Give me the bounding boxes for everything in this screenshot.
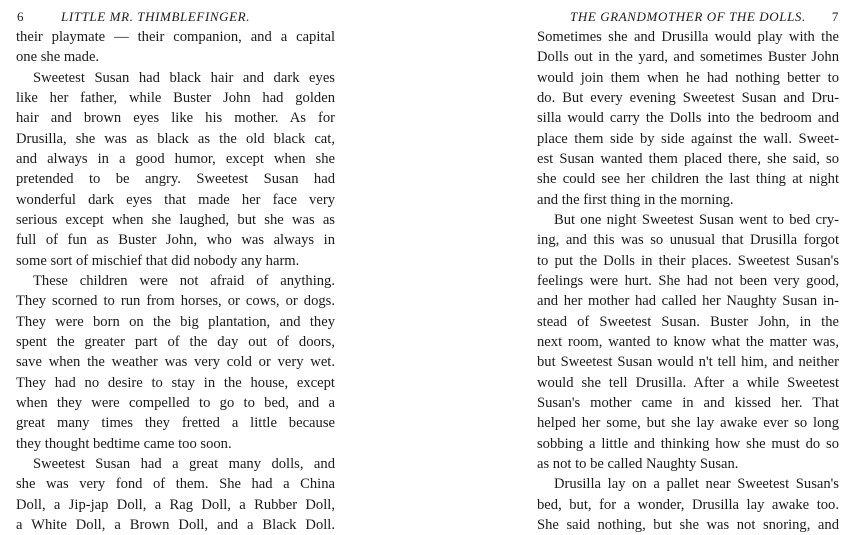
- text-line: she could see her children the last thing at night: [537, 171, 839, 188]
- text-line: Drusilla, she was as black as the old black cat,: [16, 130, 335, 147]
- text-line: Susan's mother came in and kissed her. That: [537, 394, 839, 411]
- text-line: ing, and this was so unusual that Drusilla forgot: [537, 232, 839, 249]
- text-line: wonderful dark eyes that made her face very: [16, 191, 335, 208]
- text-line: They scorned to run from horses, or cows, or dogs.: [16, 293, 335, 310]
- text-line: Doll, a Jip-jap Doll, a Rag Doll, a Rubber Doll,: [16, 496, 335, 513]
- text-line: Sweetest Susan had black hair and dark eyes: [33, 69, 335, 86]
- text-line: She said nothing, but she was not snoring, and: [537, 516, 839, 533]
- text-line: They had no desire to stay in the house, except: [16, 374, 335, 391]
- text-line: do. But every evening Sweetest Susan and Dru-: [537, 89, 839, 106]
- right-running-head-title: THE GRANDMOTHER OF THE DOLLS.: [570, 9, 806, 24]
- text-line: as not to be called Naughty Susan.: [537, 455, 739, 472]
- text-line: would she tell Drusilla. After a while Sweetest: [537, 374, 839, 391]
- text-line: next room, wanted to know what the matter was,: [537, 333, 839, 350]
- text-line: They were born on the big plantation, and they: [16, 313, 335, 330]
- text-line: feelings were hurt. She had not been very good,: [537, 272, 839, 289]
- text-line: and the first thing in the morning.: [537, 191, 734, 208]
- text-line: she was very fond of them. She had a China: [16, 476, 335, 493]
- text-line: place them side by side against the wall. Sweet-: [537, 130, 839, 147]
- left-page: [16, 0, 335, 533]
- text-line: sobbing a little and thinking how she must do so: [537, 435, 839, 452]
- text-line: great many times they fretted a little because: [16, 415, 335, 432]
- text-line: they thought bedtime came too soon.: [16, 435, 232, 452]
- text-line: like her father, while Buster John had golden: [16, 89, 335, 106]
- right-page-number: 7: [831, 9, 839, 24]
- text-line: Sweetest Susan had a great many dolls, and: [33, 455, 335, 472]
- text-line: spent the greater part of the day out of doors,: [16, 333, 335, 350]
- text-line: Dolls out in the yard, and sometimes Buster John: [537, 49, 839, 66]
- text-line: but Sweetest Susan would n't tell him, and neither: [537, 354, 839, 371]
- text-line: their playmate — their companion, and a capital: [16, 29, 335, 45]
- text-line: est Susan wanted them placed there, she said, so: [537, 150, 839, 167]
- left-page-body: [16, 27, 335, 535]
- text-line: one she made.: [16, 49, 100, 66]
- left-running-header: [16, 7, 335, 27]
- text-line: stead of Sweetest Susan. Buster John, in the: [537, 313, 839, 330]
- text-line: Sometimes she and Drusilla would play with the: [537, 29, 839, 45]
- text-line: hair and brown eyes like his mother. As for: [16, 110, 335, 127]
- text-line: to put the Dolls in their places. Sweetest Susan's: [537, 252, 839, 269]
- left-running-head-title: LITTLE MR. THIMBLEFINGER.: [61, 9, 251, 24]
- text-line: when they were compelled to go to bed, and a: [16, 394, 335, 411]
- text-line: would join them when he had nothing better to: [537, 69, 839, 86]
- text-line: pretended to be angry. Sweetest Susan had: [16, 171, 335, 188]
- text-line: some sort of mischief that did nobody any harm.: [16, 252, 300, 269]
- text-line: and always in a good humor, except when she: [16, 150, 335, 167]
- text-line: silla would carry the Dolls into the bedroom and: [537, 110, 839, 127]
- text-line: bed, but, for a wonder, Drusilla lay awake too.: [537, 496, 839, 513]
- text-line: serious except when she laughed, but she was as: [16, 211, 335, 228]
- text-line: and her mother had called her Naughty Susan in-: [537, 293, 839, 310]
- text-line: helped her some, but she lay awake ever so long: [537, 415, 839, 432]
- text-line: save when the weather was very cold or very wet.: [16, 354, 335, 371]
- right-page: [537, 0, 839, 533]
- text-line: a White Doll, a Brown Doll, and a Black Doll.: [16, 516, 335, 533]
- text-line: full of fun as Buster John, who was always in: [16, 232, 335, 249]
- text-line: But one night Sweetest Susan went to bed cry-: [554, 211, 839, 228]
- text-line: Drusilla lay on a pallet near Sweetest Susan's: [554, 476, 839, 493]
- right-page-body: [537, 27, 839, 535]
- right-running-header: [537, 7, 839, 27]
- text-line: These children were not afraid of anything.: [33, 272, 335, 289]
- left-page-number: 6: [17, 9, 25, 24]
